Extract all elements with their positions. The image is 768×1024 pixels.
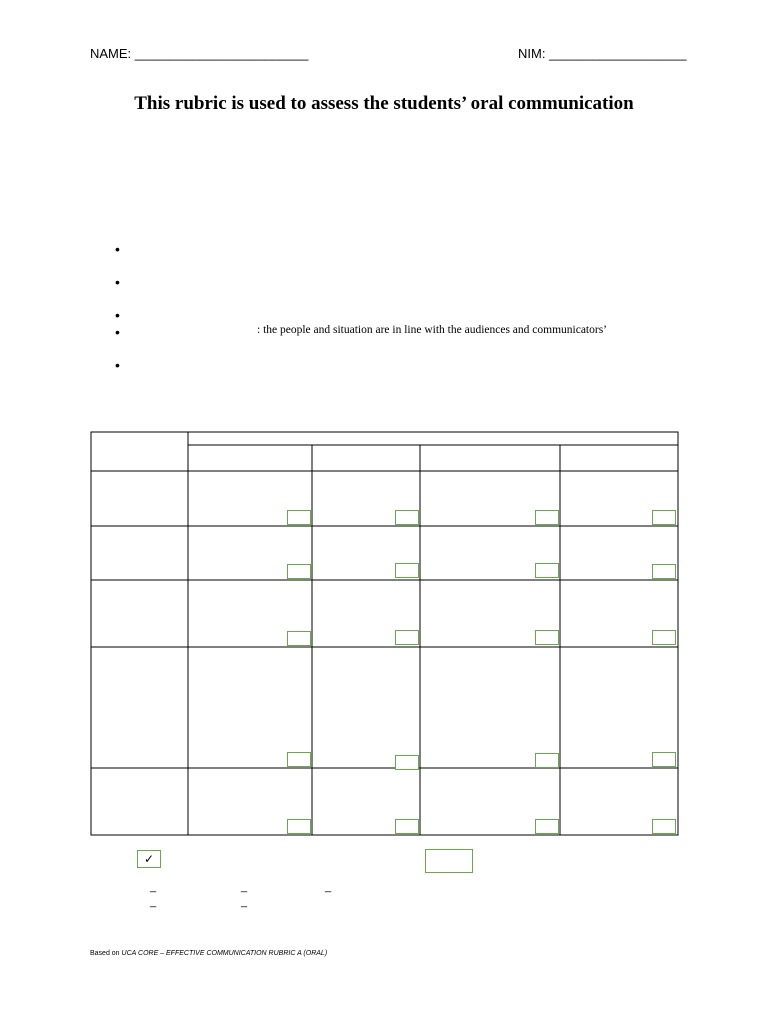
score-checkbox[interactable] (652, 819, 676, 834)
bullet-item-text: : the people and situation are in line with the audiences and communicators’ (257, 324, 608, 336)
footer-source-note (90, 950, 327, 957)
nim-field-label: NIM: ___________________ (518, 46, 687, 61)
bullet-marker: • (115, 324, 120, 340)
legend-checked-box (137, 850, 161, 868)
score-checkbox[interactable] (395, 563, 419, 578)
score-checkbox[interactable] (395, 755, 419, 770)
bullet-marker: • (115, 274, 120, 290)
footer-prefix: Based on (90, 950, 120, 957)
score-checkbox[interactable] (287, 564, 311, 579)
footer-source: UCA CORE – EFFECTIVE COMMUNICATION RUBRIC A (ORAL) (121, 950, 328, 957)
legend-dash: _ (325, 881, 332, 893)
score-checkbox[interactable] (287, 752, 311, 767)
score-checkbox[interactable] (395, 819, 419, 834)
score-checkbox[interactable] (652, 564, 676, 579)
rubric-table-border (91, 432, 678, 835)
bullet-marker: • (115, 357, 120, 373)
legend-dash: _ (150, 881, 157, 893)
checkmark-icon: ✓ (143, 852, 155, 866)
score-checkbox[interactable] (535, 510, 559, 525)
score-checkbox[interactable] (652, 510, 676, 525)
score-checkbox[interactable] (287, 631, 311, 646)
score-checkbox[interactable] (395, 630, 419, 645)
legend-dash: _ (150, 896, 157, 908)
score-checkbox[interactable] (395, 510, 419, 525)
bullet-marker: • (115, 241, 120, 257)
legend-empty-box (425, 849, 473, 873)
score-checkbox[interactable] (652, 630, 676, 645)
score-checkbox[interactable] (652, 752, 676, 767)
page-title: This rubric is used to assess the students’ oral communication (134, 93, 634, 114)
score-checkbox[interactable] (535, 630, 559, 645)
bullet-marker: • (115, 307, 120, 323)
name-field-label: NAME: ________________________ (90, 46, 309, 61)
score-checkbox[interactable] (535, 819, 559, 834)
score-checkbox[interactable] (287, 819, 311, 834)
score-checkbox[interactable] (535, 563, 559, 578)
legend-dash: _ (241, 896, 248, 908)
score-checkbox[interactable] (535, 753, 559, 768)
score-checkbox[interactable] (287, 510, 311, 525)
legend-dash: _ (241, 881, 248, 893)
